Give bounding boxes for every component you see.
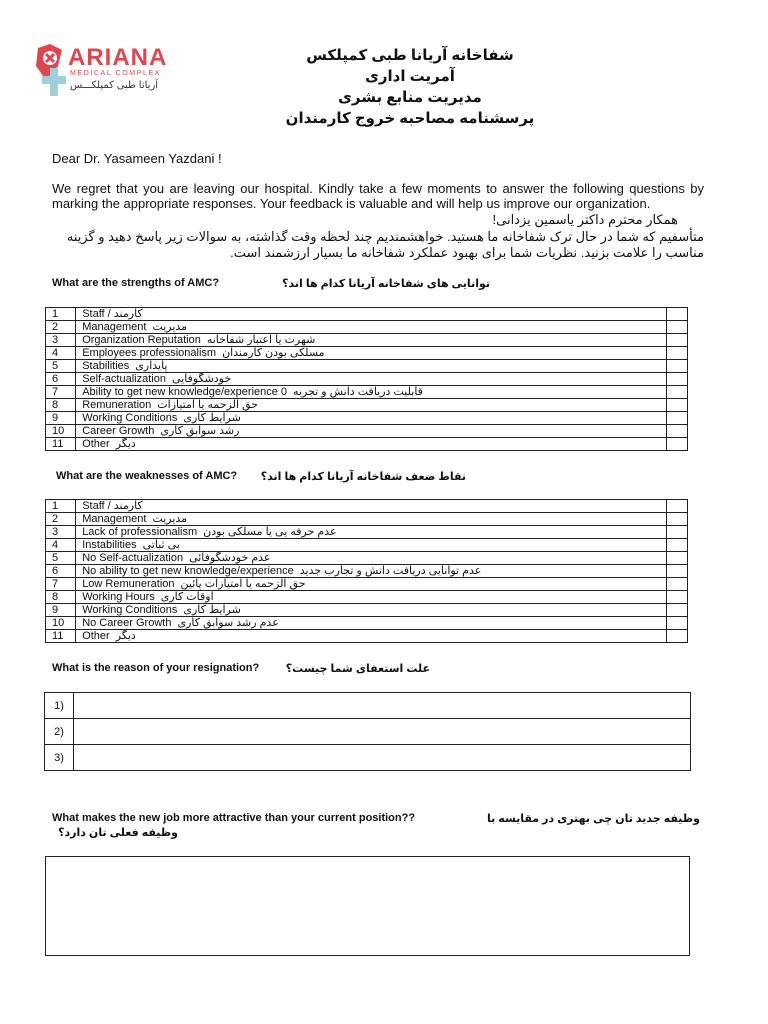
option-label-english: Other bbox=[82, 438, 110, 450]
form-title: پرسشنامه مصاحبه خروج کارمندان bbox=[285, 110, 535, 127]
option-label-english: Low Remuneration bbox=[82, 578, 175, 590]
new-job-question: What makes the new job more attractive than your current position?? bbox=[52, 812, 416, 824]
option-label bbox=[76, 604, 667, 617]
option-number: 4 bbox=[46, 539, 76, 552]
option-checkbox-cell[interactable] bbox=[666, 308, 687, 321]
option-row bbox=[46, 526, 688, 539]
department: آمریت اداری bbox=[365, 68, 455, 85]
reason-row bbox=[45, 693, 691, 719]
option-checkbox-cell[interactable] bbox=[666, 373, 687, 386]
option-row bbox=[46, 438, 688, 451]
option-number: 2 bbox=[46, 321, 76, 334]
option-number: 11 bbox=[46, 438, 76, 451]
option-label-persian: مدیریت bbox=[152, 321, 188, 333]
option-checkbox-cell[interactable] bbox=[666, 500, 687, 513]
option-checkbox-cell[interactable] bbox=[666, 617, 687, 630]
option-label bbox=[76, 630, 667, 643]
option-row bbox=[46, 386, 688, 399]
option-number: 5 bbox=[46, 360, 76, 373]
option-label-english: Ability to get new knowledge/experience 0 bbox=[82, 386, 288, 398]
strengths-table bbox=[45, 307, 688, 451]
option-row bbox=[46, 373, 688, 386]
reason-answer-field[interactable] bbox=[74, 719, 691, 745]
option-label-english: Staff / کارمند bbox=[82, 500, 143, 512]
option-row bbox=[46, 565, 688, 578]
option-row bbox=[46, 578, 688, 591]
option-checkbox-cell[interactable] bbox=[666, 552, 687, 565]
option-label-persian: دیگر bbox=[115, 438, 136, 450]
option-number: 9 bbox=[46, 412, 76, 425]
option-row bbox=[46, 552, 688, 565]
reason-answer-field[interactable] bbox=[74, 745, 691, 771]
option-label bbox=[76, 552, 667, 565]
strengths-question: What are the strengths of AMC? bbox=[52, 277, 220, 289]
option-label bbox=[76, 513, 667, 526]
option-number: 2 bbox=[46, 513, 76, 526]
option-label bbox=[76, 373, 667, 386]
option-number: 6 bbox=[46, 565, 76, 578]
option-checkbox-cell[interactable] bbox=[666, 513, 687, 526]
option-checkbox-cell[interactable] bbox=[666, 578, 687, 591]
reason-number: 2) bbox=[45, 719, 74, 745]
reason-answer-field[interactable] bbox=[74, 693, 691, 719]
option-row bbox=[46, 360, 688, 373]
option-row bbox=[46, 425, 688, 438]
new-job-answer-box[interactable] bbox=[45, 856, 690, 956]
option-row bbox=[46, 513, 688, 526]
option-label bbox=[76, 412, 667, 425]
option-label-english: Working Hours bbox=[82, 591, 155, 603]
resignation-question-persian: علت استعفای شما چیست؟ bbox=[285, 663, 430, 675]
option-label-persian: عدم رشد سوابق کاری bbox=[177, 617, 279, 629]
greeting-persian: همکار محترم داکتر یاسمین یزدانی! bbox=[492, 212, 678, 227]
option-label bbox=[76, 500, 667, 513]
option-label-persian: خودشگوفایی bbox=[171, 373, 232, 385]
option-row bbox=[46, 399, 688, 412]
option-label bbox=[76, 386, 667, 399]
option-number: 3 bbox=[46, 334, 76, 347]
option-label bbox=[76, 526, 667, 539]
resignation-table bbox=[44, 692, 691, 771]
option-label-persian: مسلکی بودن کارمندان bbox=[222, 347, 325, 359]
option-number: 10 bbox=[46, 425, 76, 438]
option-row bbox=[46, 321, 688, 334]
option-label-persian: عدم خودشگوفائی bbox=[189, 552, 271, 564]
option-label bbox=[76, 425, 667, 438]
option-number: 7 bbox=[46, 578, 76, 591]
option-checkbox-cell[interactable] bbox=[666, 412, 687, 425]
option-label-english: No Career Growth bbox=[82, 617, 172, 629]
option-label-persian: اوقات کاری bbox=[160, 591, 214, 603]
option-label-english: Remuneration bbox=[82, 399, 152, 411]
option-label bbox=[76, 347, 667, 360]
option-checkbox-cell[interactable] bbox=[666, 438, 687, 451]
option-label-persian: پایداری bbox=[135, 360, 168, 372]
option-label bbox=[76, 617, 667, 630]
weaknesses-table bbox=[45, 499, 688, 643]
option-checkbox-cell[interactable] bbox=[666, 347, 687, 360]
option-checkbox-cell[interactable] bbox=[666, 386, 687, 399]
logo-subtitle: MEDICAL COMPLEX bbox=[70, 70, 162, 77]
option-row bbox=[46, 347, 688, 360]
option-label-persian: قابلیت دریافت دانش و تجربه bbox=[293, 386, 423, 398]
weaknesses-question-persian: نقاط ضعف شفاخانه آریانا کدام ها اند؟ bbox=[260, 471, 466, 483]
option-number: 10 bbox=[46, 617, 76, 630]
option-label bbox=[76, 360, 667, 373]
option-label-persian: شرایط کاری bbox=[183, 604, 241, 616]
option-label-english: Management bbox=[82, 321, 147, 333]
option-number: 11 bbox=[46, 630, 76, 643]
option-label bbox=[76, 308, 667, 321]
logo-title: ARIANA bbox=[68, 44, 168, 71]
option-checkbox-cell[interactable] bbox=[666, 360, 687, 373]
option-label-english: Lack of professionalism bbox=[82, 526, 198, 538]
option-label-english: Stabilities bbox=[82, 360, 130, 372]
option-label bbox=[76, 334, 667, 347]
option-label-english: No Self-actualization bbox=[82, 552, 184, 564]
option-label-english: Working Conditions bbox=[82, 412, 178, 424]
option-label-persian: حق الزحمه یا امتیازات پائین bbox=[180, 578, 306, 590]
option-row bbox=[46, 617, 688, 630]
option-label-persian: شرایط کاری bbox=[183, 412, 241, 424]
weaknesses-question: What are the weaknesses of AMC? bbox=[56, 470, 238, 482]
option-label-english: Self-actualization bbox=[82, 373, 166, 385]
option-label bbox=[76, 565, 667, 578]
option-number: 4 bbox=[46, 347, 76, 360]
option-row bbox=[46, 500, 688, 513]
option-number: 8 bbox=[46, 399, 76, 412]
resignation-question: What is the reason of your resignation? bbox=[52, 662, 260, 674]
option-row bbox=[46, 630, 688, 643]
option-label-persian: شهرت یا اعتبار شفاخانه bbox=[206, 334, 316, 346]
option-label bbox=[76, 399, 667, 412]
option-label-english: Instabilities bbox=[82, 539, 137, 551]
option-label-english: Management bbox=[82, 513, 147, 525]
option-number: 6 bbox=[46, 373, 76, 386]
option-label-english: No ability to get new knowledge/experience bbox=[82, 565, 294, 577]
logo-persian: آریانا طبی کمپلکـــس bbox=[70, 80, 159, 91]
new-job-question-persian-1: وظیفه جدید تان چی بهتری در مقایسه با bbox=[486, 813, 700, 825]
option-label-english: Career Growth bbox=[82, 425, 155, 437]
option-number: 8 bbox=[46, 591, 76, 604]
option-label-english: Working Conditions bbox=[82, 604, 178, 616]
option-label-persian: حق الزحمه یا امتیازات bbox=[157, 399, 259, 411]
option-label bbox=[76, 539, 667, 552]
option-label-persian: بی ثباتی bbox=[142, 539, 180, 551]
strengths-question-persian: توانایی های شفاخانه آریانا کدام ها اند؟ bbox=[282, 278, 490, 290]
option-number: 5 bbox=[46, 552, 76, 565]
option-label bbox=[76, 321, 667, 334]
option-checkbox-cell[interactable] bbox=[666, 526, 687, 539]
option-row bbox=[46, 539, 688, 552]
option-number: 1 bbox=[46, 500, 76, 513]
intro-english: We regret that you are leaving our hospital. Kindly take a few moments to answer the following questions by marking the appropriate responses. Your feedback is valuable and will help us improve our organization. bbox=[52, 181, 704, 211]
option-number: 7 bbox=[46, 386, 76, 399]
option-label-persian: عدم حرفه یی یا مسلکی بودن bbox=[203, 526, 337, 538]
option-label-english: Organization Reputation bbox=[82, 334, 201, 346]
option-label bbox=[76, 591, 667, 604]
reason-number: 1) bbox=[45, 693, 74, 719]
option-label-persian: رشد سوابق کاری bbox=[160, 425, 240, 437]
reason-row bbox=[45, 719, 691, 745]
reason-number: 3) bbox=[45, 745, 74, 771]
option-row bbox=[46, 604, 688, 617]
hospital-name: شفاخانه آریانا طبی کمپلکس bbox=[306, 47, 514, 64]
option-checkbox-cell[interactable] bbox=[666, 321, 687, 334]
option-row bbox=[46, 308, 688, 321]
option-number: 9 bbox=[46, 604, 76, 617]
option-label-english: Staff / کارمند bbox=[82, 308, 143, 320]
option-label-persian: عدم توانایی دریافت دانش و تجارب جدید bbox=[299, 565, 482, 577]
option-label-persian: مدیریت bbox=[152, 513, 188, 525]
option-checkbox-cell[interactable] bbox=[666, 425, 687, 438]
option-checkbox-cell[interactable] bbox=[666, 334, 687, 347]
option-row bbox=[46, 412, 688, 425]
option-row bbox=[46, 334, 688, 347]
option-checkbox-cell[interactable] bbox=[666, 591, 687, 604]
option-label bbox=[76, 438, 667, 451]
option-label-english: Other bbox=[82, 630, 110, 642]
option-label-english: Employees professionalism bbox=[82, 347, 217, 359]
option-checkbox-cell[interactable] bbox=[666, 630, 687, 643]
option-label-persian: دیگر bbox=[115, 630, 136, 642]
division: مدیریت منابع بشری bbox=[338, 89, 482, 106]
new-job-question-persian-2: وظیفه فعلی تان دارد؟ bbox=[58, 827, 178, 839]
option-checkbox-cell[interactable] bbox=[666, 604, 687, 617]
option-checkbox-cell[interactable] bbox=[666, 565, 687, 578]
option-number: 3 bbox=[46, 526, 76, 539]
option-checkbox-cell[interactable] bbox=[666, 399, 687, 412]
option-number: 1 bbox=[46, 308, 76, 321]
option-row bbox=[46, 591, 688, 604]
option-checkbox-cell[interactable] bbox=[666, 539, 687, 552]
reason-row bbox=[45, 745, 691, 771]
intro-persian: متأسفیم که شما در حال ترک شفاخانه ما هستید. خواهشمندیم چند لحظه وقت گذاشته، به سوالات زیر پاسخ دهید و گزینه مناسب را علامت بزنید. نظریات شما برای بهبود عملکرد شفاخانه ما بسیار ارزشمند است. bbox=[66, 229, 704, 260]
option-label bbox=[76, 578, 667, 591]
greeting: Dear Dr. Yasameen Yazdani ! bbox=[52, 151, 222, 166]
